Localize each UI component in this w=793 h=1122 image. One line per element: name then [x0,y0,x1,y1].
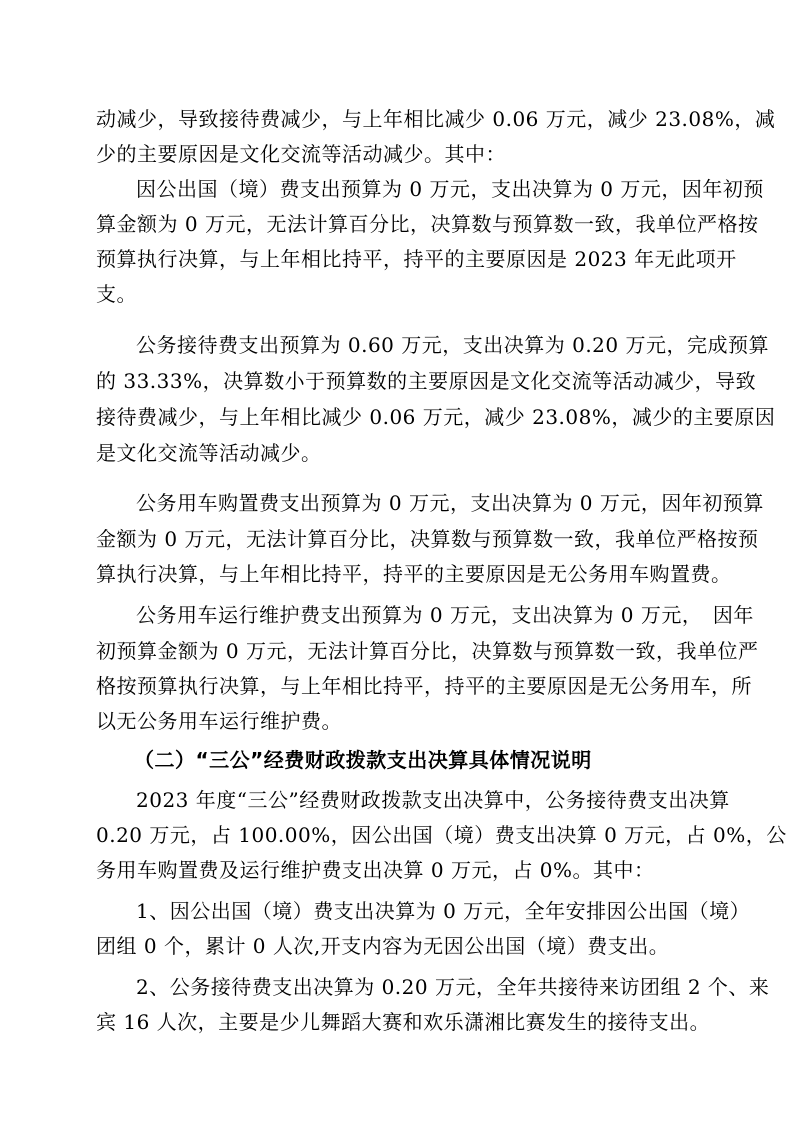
paragraph-line: 2023 年度“三公”经费财政拨款支出决算中，公务接待费支出决算 [136,788,730,812]
paragraph-line: 支。 [96,282,137,306]
paragraph-line: 宾 16 人次，主要是少儿舞蹈大赛和欢乐潇湘比赛发生的接待支出。 [96,1010,711,1034]
paragraph-line: 是文化交流等活动减少。 [96,441,322,465]
paragraph-line: 以无公务用车运行维护费。 [96,709,342,733]
paragraph-line: 因公出国（境）费支出预算为 0 万元，支出决算为 0 万元，因年初预 [136,177,764,201]
paragraph-line: 公务用车购置费支出预算为 0 万元，支出决算为 0 万元，因年初预算 [136,491,764,515]
section-heading: （二）“三公”经费财政拨款支出决算具体情况说明 [134,748,592,772]
paragraph-line: 动减少，导致接待费减少，与上年相比减少 0.06 万元，减少 23.08%，减 [96,107,776,131]
paragraph-line: 算金额为 0 万元，无法计算百分比，决算数与预算数一致，我单位严格按 [96,212,759,236]
paragraph-line: 接待费减少，与上年相比减少 0.06 万元，减少 23.08%，减少的主要原因 [96,405,776,429]
paragraph-line: 1、因公出国（境）费支出决算为 0 万元，全年安排因公出国（境） [136,899,751,923]
paragraph-line: 0.20 万元，占 100.00%，因公出国（境）费支出决算 0 万元，占 0%，公 [96,823,787,847]
paragraph-line: 公务接待费支出预算为 0.60 万元，支出决算为 0.20 万元，完成预算 [136,333,769,357]
paragraph-line: 初预算金额为 0 万元，无法计算百分比，决算数与预算数一致，我单位严 [96,639,759,663]
paragraph-line: 的 33.33%，决算数小于预算数的主要原因是文化交流等活动减少，导致 [96,369,757,393]
paragraph-line: 算执行决算，与上年相比持平，持平的主要原因是无公务用车购置费。 [96,562,732,586]
paragraph-line: 2、公务接待费支出决算为 0.20 万元，全年共接待来访团组 2 个、来 [136,975,770,999]
paragraph-line: 团组 0 个，累计 0 人次,开支内容为无因公出国（境）费支出。 [96,934,670,958]
paragraph-line: 金额为 0 万元，无法计算百分比，决算数与预算数一致，我单位严格按预 [96,527,759,551]
paragraph-line: 预算执行决算，与上年相比持平，持平的主要原因是 2023 年无此项开 [96,247,737,271]
paragraph-line: 务用车购置费及运行维护费支出决算 0 万元，占 0%。其中： [96,858,655,882]
paragraph-line: 公务用车运行维护费支出预算为 0 万元，支出决算为 0 万元， 因年 [136,603,754,627]
paragraph-line: 格按预算执行决算，与上年相比持平，持平的主要原因是无公务用车，所 [96,674,752,698]
paragraph-line: 少的主要原因是文化交流等活动减少。其中： [96,142,506,166]
